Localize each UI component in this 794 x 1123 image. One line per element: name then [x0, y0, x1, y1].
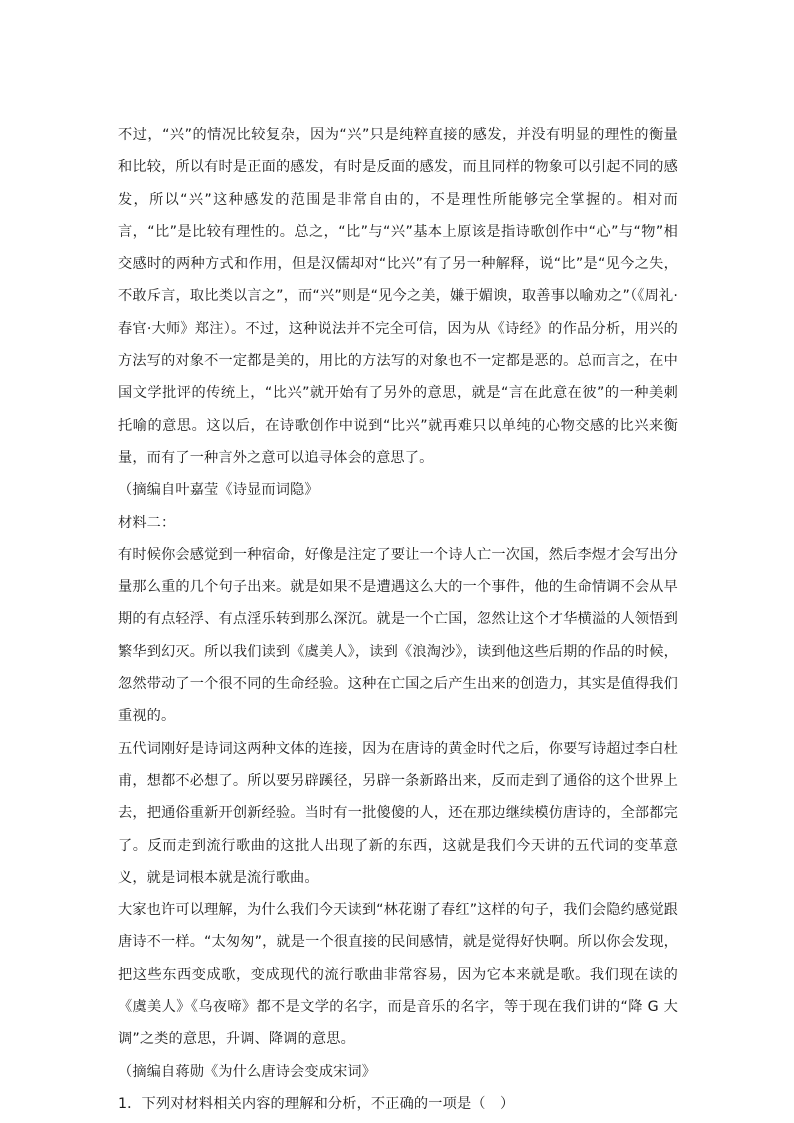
- paragraph-popular-songs: 大家也许可以理解，为什么我们今天读到“林花谢了春红”这样的句子，我们会隐约感觉跟唐诗不一样。“太匆匆”，就是一个很直接的民间感情，就是觉得好快啊。所以你会发现，把这些东西变成歌，变成现代的流行歌曲非常容易，因为它本来就是歌。我们现在读的《虞美人》《乌夜啼》都不是文学的名字，而是音乐的名字，等于现在我们讲的“降 G 大调”之类的意思，升调、降调的意思。: [118, 902, 678, 1048]
- document-page: [118, 119, 678, 1120]
- paragraph-bixing-discussion: 不过，“兴”的情况比较复杂，因为“兴”只是纯粹直接的感发，并没有明显的理性的衡量和比较，所以有时是正面的感发，有时是反面的感发，而且同样的物象可以引起不同的感发，所以“兴”这种感发的范围是非常自由的，不是理性所能够完全掌握的。相对而言，“比”是比较有理性的。总之，“比”与“兴”基本上原该是指诗歌创作中“心”与“物”相交感时的两种方式和作用，但是汉儒却对“比兴”有了另一种解释，说“比”是“见今之失，不敢斥言，取比类以言之”，而“兴”则是“见今之美，嫌于媚谀，取善事以喻劝之”（《周礼·春官·大师》郑注）。不过，这种说法并不完全可信，因为从《诗经》的作品分析，用兴的方法写的对象不一定都是美的，用比的方法写的对象也不一定都是恶的。总而言之，在中国文学批评的传统上，“比兴”就开始有了另外的意思，就是“言在此意在彼”的一种美刺托喻的意思。这以后，在诗歌创作中说到“比兴”就再难只以单纯的心物交感的比兴来衡量，而有了一种言外之意可以追寻体会的意思了。: [118, 127, 678, 466]
- question-one: 1．下列对材料相关内容的理解和分析，不正确的一项是（ ）: [118, 1095, 515, 1112]
- paragraph-li-yu-fate: 有时候你会感觉到一种宿命，好像是注定了要让一个诗人亡一次国，然后李煜才会写出分量那么重的几个句子出来。就是如果不是遭遇这么大的一个事件，他的生命情调不会从早期的有点轻浮、有点淫乐转到那么深沉。就是一个亡国，忽然让这个才华横溢的人领悟到繁华到幻灭。所以我们读到《虞美人》，读到《浪淘沙》，读到他这些后期的作品的时候，忽然带动了一个很不同的生命经验。这种在亡国之后产生出来的创造力，其实是值得我们重视的。: [118, 546, 678, 725]
- source-citation-ye-jiaying: （摘编自叶嘉莹《诗显而词隐》: [118, 482, 319, 499]
- material-two-heading: 材料二：: [118, 514, 176, 531]
- source-citation-jiang-xun: （摘编自蒋勋《为什么唐诗会变成宋词》: [118, 1063, 377, 1080]
- paragraph-five-dynasties-ci: 五代词刚好是诗词这两种文体的连接，因为在唐诗的黄金时代之后，你要写诗超过李白杜甫，想都不必想了。所以要另辟蹊径，另辟一条新路出来，反而走到了通俗的这个世界上去，把通俗重新开创新经验。当时有一批傻傻的人，还在那边继续模仿唐诗的，全部都完了。反而走到流行歌曲的这批人出现了新的东西，这就是我们今天讲的五代词的变革意义，就是词根本就是流行歌曲。: [118, 740, 678, 886]
